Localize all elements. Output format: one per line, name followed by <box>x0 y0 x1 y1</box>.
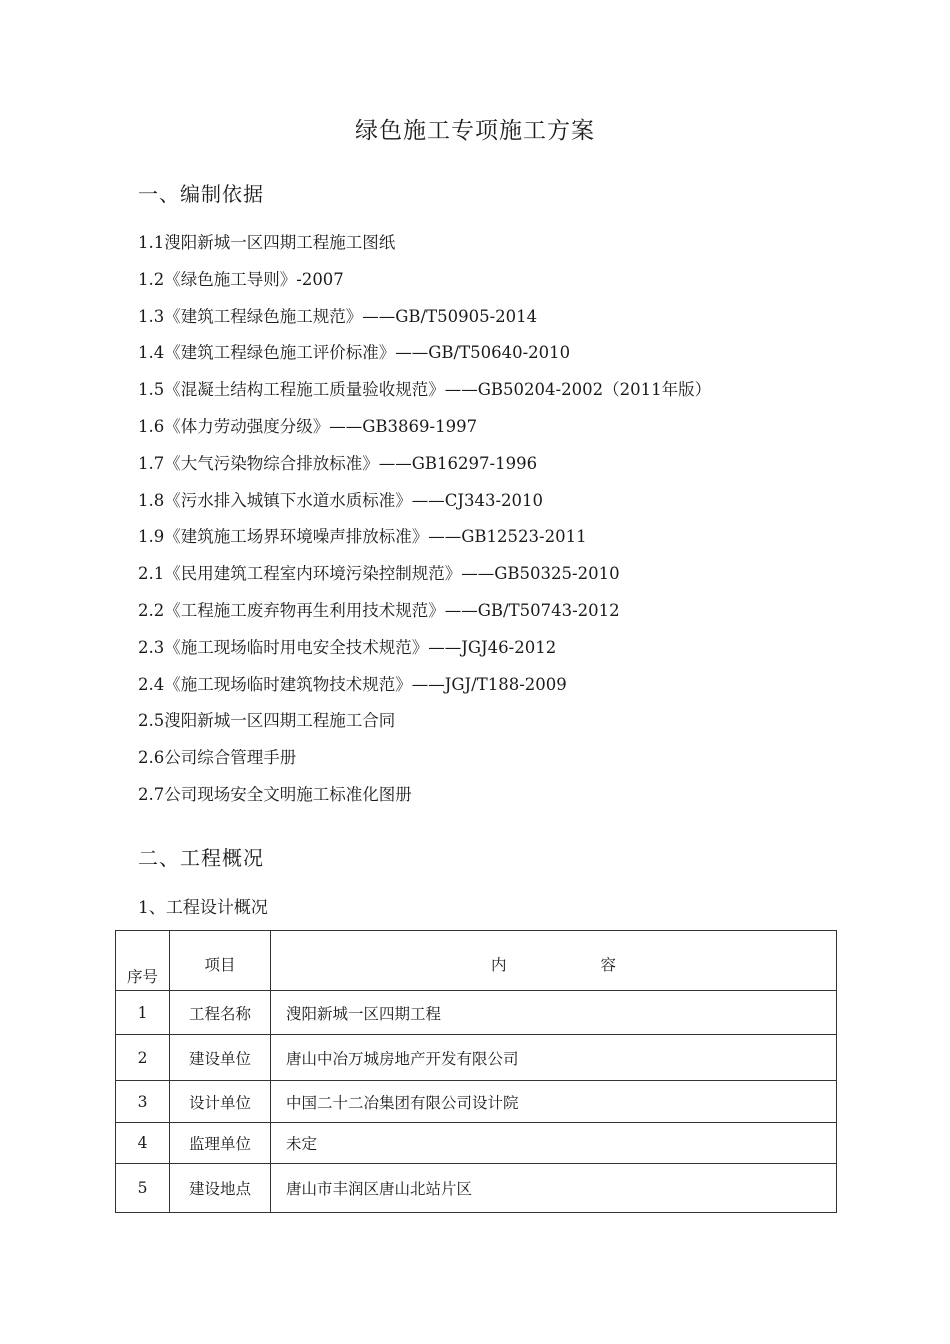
row-item: 设计单位 <box>170 1081 271 1123</box>
reference-item: 2.4《施工现场临时建筑物技术规范》——JGJ/T188-2009 <box>138 674 567 694</box>
row-item: 工程名称 <box>170 991 271 1035</box>
reference-item: 1.4《建筑工程绿色施工评价标准》——GB/T50640-2010 <box>138 343 571 363</box>
reference-item: 1.9《建筑施工场界环境噪声排放标准》——GB12523-2011 <box>138 527 587 547</box>
row-no: 5 <box>116 1164 170 1213</box>
row-no: 1 <box>116 991 170 1035</box>
reference-item: 2.7公司现场安全文明施工标准化图册 <box>138 784 412 804</box>
reference-item: 2.1《民用建筑工程室内环境污染控制规范》——GB50325-2010 <box>138 564 620 584</box>
header-content-right: 容 <box>600 956 617 974</box>
reference-item: 2.5溲阳新城一区四期工程施工合同 <box>138 711 396 731</box>
reference-item: 1.1溲阳新城一区四期工程施工图纸 <box>138 233 396 252</box>
reference-item: 1.5《混凝土结构工程施工质量验收规范》——GB50204-2002（2011年版） <box>138 380 712 400</box>
header-content <box>271 931 837 991</box>
row-content: 唐山市丰润区唐山北站片区 <box>271 1164 837 1213</box>
reference-item: 1.2《绿色施工导则》-2007 <box>138 269 344 289</box>
table-row <box>116 1164 837 1213</box>
reference-item: 2.6公司综合管理手册 <box>138 748 297 768</box>
header-no: 序号 <box>116 931 170 991</box>
section-heading-overview: 二、工程概况 <box>138 846 264 870</box>
row-item: 建设地点 <box>170 1164 271 1213</box>
table-row <box>116 1123 837 1164</box>
row-item: 建设单位 <box>170 1035 271 1081</box>
row-content: 未定 <box>271 1123 837 1164</box>
project-overview-table <box>115 930 837 1213</box>
table-row <box>116 991 837 1035</box>
row-content: 中国二十二冶集团有限公司设计院 <box>271 1081 837 1123</box>
header-content-left: 内 <box>490 956 507 974</box>
reference-item: 2.3《施工现场临时用电安全技术规范》——JGJ46-2012 <box>138 637 557 657</box>
reference-item: 2.2《工程施工废弃物再生利用技术规范》——GB/T50743-2012 <box>138 600 620 620</box>
reference-item: 1.3《建筑工程绿色施工规范》——GB/T50905-2014 <box>138 306 538 326</box>
reference-item: 1.8《污水排入城镇下水道水质标准》——CJ343-2010 <box>138 490 544 510</box>
subsection-heading-design: 1、工程设计概况 <box>138 898 268 918</box>
row-no: 2 <box>116 1035 170 1081</box>
row-content: 唐山中冶万城房地产开发有限公司 <box>271 1035 837 1081</box>
reference-item: 1.6《体力劳动强度分级》——GB3869-1997 <box>138 416 478 436</box>
document-title: 绿色施工专项施工方案 <box>355 118 595 144</box>
table-header-row <box>116 931 837 991</box>
row-no: 4 <box>116 1123 170 1164</box>
row-no: 3 <box>116 1081 170 1123</box>
header-item: 项目 <box>170 931 271 991</box>
table-row <box>116 1035 837 1081</box>
reference-item: 1.7《大气污染物综合排放标准》——GB16297-1996 <box>138 453 538 473</box>
row-item: 监理单位 <box>170 1123 271 1164</box>
section-heading-basis: 一、编制依据 <box>138 182 264 206</box>
row-content: 溲阳新城一区四期工程 <box>271 991 837 1035</box>
reference-list <box>138 229 711 818</box>
table-row <box>116 1081 837 1123</box>
